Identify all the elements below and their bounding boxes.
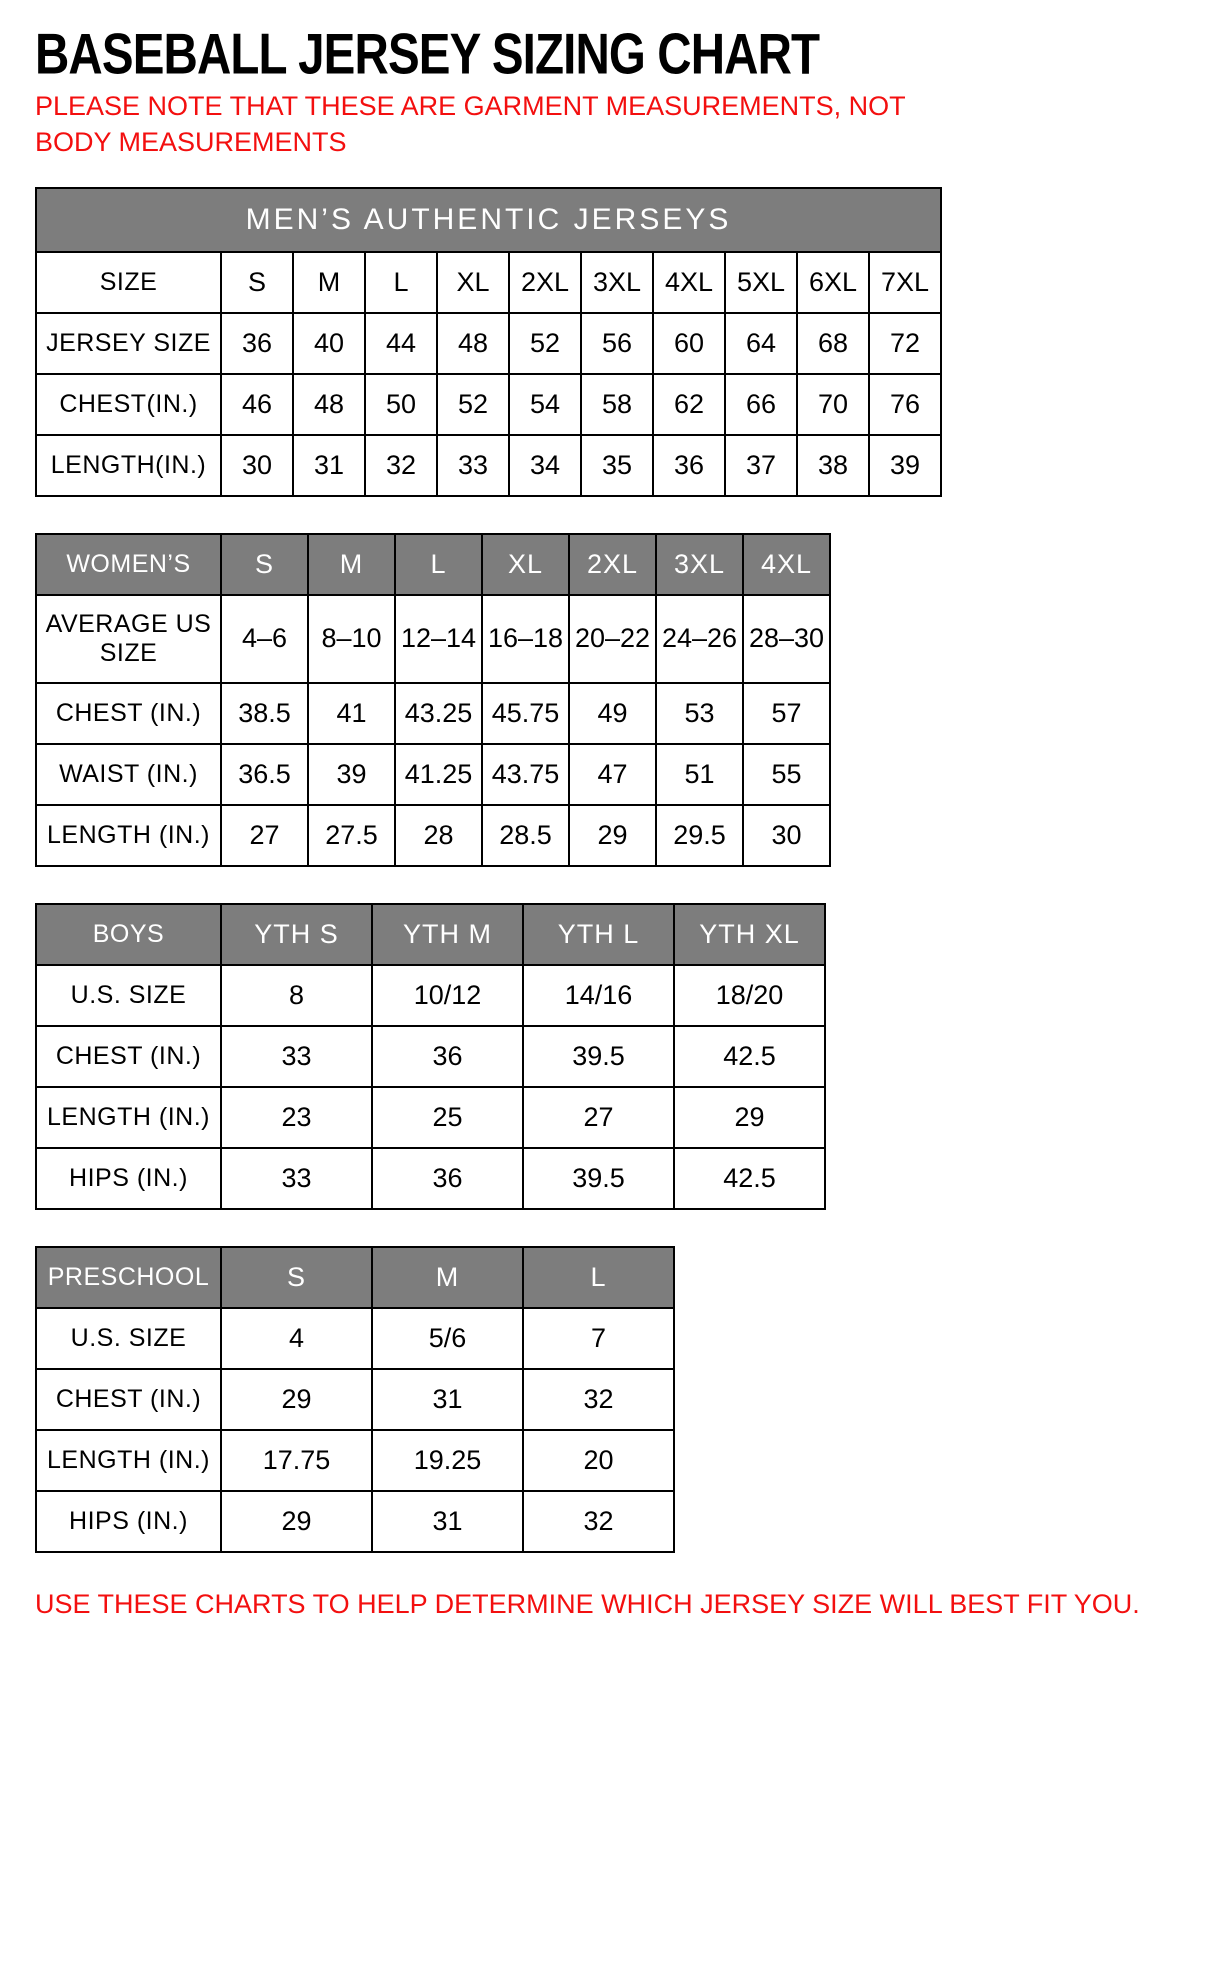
size-header-cell: YTH S xyxy=(221,904,372,965)
table-cell: 39.5 xyxy=(523,1026,674,1087)
table-cell: 38 xyxy=(797,435,869,496)
table-cell: 19.25 xyxy=(372,1430,523,1491)
table-cell: 57 xyxy=(743,683,830,744)
table-cell: 70 xyxy=(797,374,869,435)
table-cell: 5XL xyxy=(725,252,797,313)
table-cell: 43.75 xyxy=(482,744,569,805)
fit-advice-note: USE THESE CHARTS TO HELP DETERMINE WHICH JERSEY SIZE WILL BEST FIT YOU. xyxy=(35,1588,1140,1619)
table-cell: 30 xyxy=(221,435,293,496)
table-cell: 36 xyxy=(372,1026,523,1087)
size-header-cell: 3XL xyxy=(656,534,743,595)
table-cell: 4–6 xyxy=(221,595,308,683)
table-row xyxy=(36,1430,674,1491)
table-cell: 52 xyxy=(437,374,509,435)
table-cell: 46 xyxy=(221,374,293,435)
table-cell: M xyxy=(293,252,365,313)
table-row xyxy=(36,1491,674,1552)
row-label: HIPS (IN.) xyxy=(36,1491,221,1552)
size-header-cell: XL xyxy=(482,534,569,595)
table-row xyxy=(36,435,941,496)
table-cell: 29 xyxy=(569,805,656,866)
table-row xyxy=(36,188,941,252)
table-cell: 37 xyxy=(725,435,797,496)
table-cell: 58 xyxy=(581,374,653,435)
table-row xyxy=(36,1369,674,1430)
row-label: LENGTH (IN.) xyxy=(36,1430,221,1491)
table-cell: 39 xyxy=(308,744,395,805)
table-cell: 25 xyxy=(372,1087,523,1148)
table-cell: 44 xyxy=(365,313,437,374)
table-cell: 29 xyxy=(221,1369,372,1430)
table-row xyxy=(36,965,825,1026)
table-cell: 31 xyxy=(372,1369,523,1430)
table-cell: 52 xyxy=(509,313,581,374)
table-cell: 29 xyxy=(221,1491,372,1552)
table-row xyxy=(36,595,830,683)
size-header-cell: L xyxy=(523,1247,674,1308)
table-cell: 33 xyxy=(221,1148,372,1209)
table-row xyxy=(36,1308,674,1369)
table-cell: 32 xyxy=(523,1491,674,1552)
size-header-cell: YTH XL xyxy=(674,904,825,965)
table-cell: 66 xyxy=(725,374,797,435)
table-cell: 32 xyxy=(365,435,437,496)
table-row xyxy=(36,744,830,805)
size-header-cell: L xyxy=(395,534,482,595)
table-row xyxy=(36,805,830,866)
row-label: LENGTH (IN.) xyxy=(36,1087,221,1148)
table-row xyxy=(36,534,830,595)
table-cell: 32 xyxy=(523,1369,674,1430)
table-cell: 36.5 xyxy=(221,744,308,805)
row-label: JERSEY SIZE xyxy=(36,313,221,374)
garment-measurements-note: PLEASE NOTE THAT THESE ARE GARMENT MEASUREMENTS, NOT BODY MEASUREMENTS xyxy=(35,91,906,158)
table-cell: 5/6 xyxy=(372,1308,523,1369)
size-header-cell: M xyxy=(372,1247,523,1308)
table-cell: 14/16 xyxy=(523,965,674,1026)
table-cell: 31 xyxy=(372,1491,523,1552)
table-row xyxy=(36,1148,825,1209)
table-row xyxy=(36,1087,825,1148)
table-cell: 49 xyxy=(569,683,656,744)
table-cell: 60 xyxy=(653,313,725,374)
table-cell: 41.25 xyxy=(395,744,482,805)
size-header-cell: M xyxy=(308,534,395,595)
table-cell: 54 xyxy=(509,374,581,435)
table-cell: 36 xyxy=(221,313,293,374)
table-cell: 2XL xyxy=(509,252,581,313)
table-cell: 27.5 xyxy=(308,805,395,866)
table-cell: 28–30 xyxy=(743,595,830,683)
table-cell: 18/20 xyxy=(674,965,825,1026)
table-cell: 34 xyxy=(509,435,581,496)
table-row xyxy=(36,252,941,313)
mens-sizing-table xyxy=(35,187,942,497)
table-row xyxy=(36,1026,825,1087)
size-header-cell: S xyxy=(221,1247,372,1308)
table-cell: 53 xyxy=(656,683,743,744)
table-cell: 7XL xyxy=(869,252,941,313)
table-cell: 29.5 xyxy=(656,805,743,866)
table-cell: 51 xyxy=(656,744,743,805)
table-cell: 27 xyxy=(523,1087,674,1148)
womens-sizing-table xyxy=(35,533,831,867)
table-cell: 4 xyxy=(221,1308,372,1369)
table-cell: 72 xyxy=(869,313,941,374)
table-cell: 42.5 xyxy=(674,1026,825,1087)
table-cell: 48 xyxy=(437,313,509,374)
table-cell: 8–10 xyxy=(308,595,395,683)
table-cell: 36 xyxy=(653,435,725,496)
table-row xyxy=(36,374,941,435)
table-cell: 35 xyxy=(581,435,653,496)
table-header-label: BOYS xyxy=(36,904,221,965)
size-header-cell: 2XL xyxy=(569,534,656,595)
table-header-label: PRESCHOOL xyxy=(36,1247,221,1308)
row-label: U.S. SIZE xyxy=(36,965,221,1026)
size-header-cell: YTH L xyxy=(523,904,674,965)
table-row xyxy=(36,683,830,744)
row-label: CHEST (IN.) xyxy=(36,683,221,744)
row-label: SIZE xyxy=(36,252,221,313)
table-cell: 6XL xyxy=(797,252,869,313)
boys-sizing-table xyxy=(35,903,826,1210)
table-cell: 12–14 xyxy=(395,595,482,683)
table-cell: 42.5 xyxy=(674,1148,825,1209)
table-cell: 28.5 xyxy=(482,805,569,866)
table-row xyxy=(36,313,941,374)
page-title: BASEBALL JERSEY SIZING CHART xyxy=(35,22,820,87)
table-cell: 45.75 xyxy=(482,683,569,744)
table-cell: 47 xyxy=(569,744,656,805)
row-label: U.S. SIZE xyxy=(36,1308,221,1369)
table-cell: 38.5 xyxy=(221,683,308,744)
table-cell: 39 xyxy=(869,435,941,496)
table-cell: S xyxy=(221,252,293,313)
table-cell: 28 xyxy=(395,805,482,866)
table-row xyxy=(36,904,825,965)
table-cell: 20 xyxy=(523,1430,674,1491)
row-label: WAIST (IN.) xyxy=(36,744,221,805)
table-cell: XL xyxy=(437,252,509,313)
table-cell: 48 xyxy=(293,374,365,435)
table-cell: 24–26 xyxy=(656,595,743,683)
table-cell: 56 xyxy=(581,313,653,374)
table-cell: 39.5 xyxy=(523,1148,674,1209)
table-cell: 20–22 xyxy=(569,595,656,683)
table-cell: 10/12 xyxy=(372,965,523,1026)
row-label: LENGTH (IN.) xyxy=(36,805,221,866)
table-cell: 17.75 xyxy=(221,1430,372,1491)
size-header-cell: YTH M xyxy=(372,904,523,965)
table-cell: 23 xyxy=(221,1087,372,1148)
table-cell: 62 xyxy=(653,374,725,435)
table-cell: 8 xyxy=(221,965,372,1026)
row-label: HIPS (IN.) xyxy=(36,1148,221,1209)
table-cell: 31 xyxy=(293,435,365,496)
table-cell: 4XL xyxy=(653,252,725,313)
row-label: CHEST(IN.) xyxy=(36,374,221,435)
row-label: LENGTH(IN.) xyxy=(36,435,221,496)
table-cell: 16–18 xyxy=(482,595,569,683)
table-cell: 50 xyxy=(365,374,437,435)
table-cell: 64 xyxy=(725,313,797,374)
table-cell: 29 xyxy=(674,1087,825,1148)
table-cell: 55 xyxy=(743,744,830,805)
table-cell: 40 xyxy=(293,313,365,374)
table-row xyxy=(36,1247,674,1308)
table-cell: 3XL xyxy=(581,252,653,313)
size-header-cell: S xyxy=(221,534,308,595)
preschool-sizing-table xyxy=(35,1246,675,1553)
table-cell: 7 xyxy=(523,1308,674,1369)
table-cell: 76 xyxy=(869,374,941,435)
row-label: CHEST (IN.) xyxy=(36,1369,221,1430)
table-cell: 43.25 xyxy=(395,683,482,744)
row-label: AVERAGE US SIZE xyxy=(36,595,221,683)
table-cell: 33 xyxy=(221,1026,372,1087)
table-cell: 33 xyxy=(437,435,509,496)
table-header-label: WOMEN’S xyxy=(36,534,221,595)
table-cell: 68 xyxy=(797,313,869,374)
row-label: CHEST (IN.) xyxy=(36,1026,221,1087)
size-header-cell: 4XL xyxy=(743,534,830,595)
table-cell: 41 xyxy=(308,683,395,744)
table-cell: 36 xyxy=(372,1148,523,1209)
table-cell: 27 xyxy=(221,805,308,866)
mens-table-banner: MEN’S AUTHENTIC JERSEYS xyxy=(36,188,941,252)
table-cell: L xyxy=(365,252,437,313)
table-cell: 30 xyxy=(743,805,830,866)
